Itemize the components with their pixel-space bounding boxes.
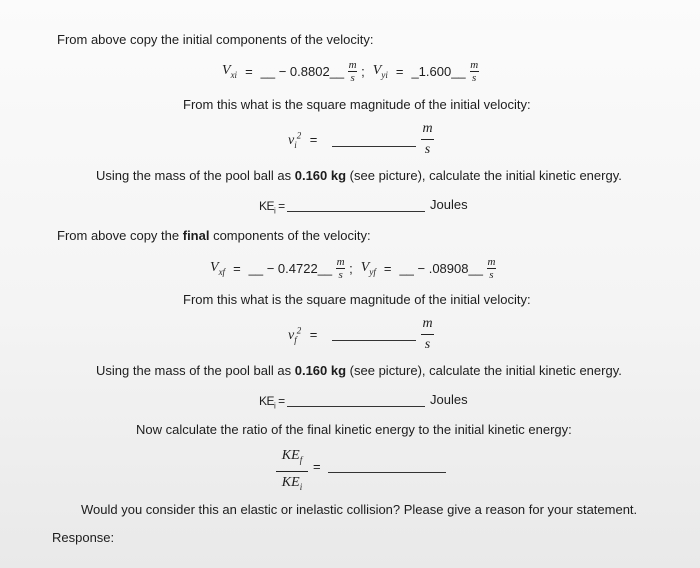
vxi-label: $V_{xi}$: [222, 63, 238, 80]
ke-initial-label: $KE_i$ =: [259, 199, 285, 216]
response-label[interactable]: Response:: [52, 530, 115, 545]
final-speed-squared-prompt: From this what is the square magnitude of the initial velocity:: [183, 292, 531, 307]
ke-initial-answer-line[interactable]: [287, 211, 425, 212]
vi-squared-unit: m s: [422, 121, 433, 157]
vxf-value-field[interactable]: __ − 0.4722__: [248, 261, 333, 276]
vi-squared-answer-line[interactable]: [332, 146, 416, 147]
ke-second-label: $KE_i$ =: [259, 394, 285, 411]
vf-squared-unit: m s: [422, 316, 433, 352]
initial-components-heading: From above copy the initial components of the velocity:: [57, 32, 374, 47]
ke-ratio-answer-line[interactable]: [328, 472, 446, 473]
initial-ke-prompt: Using the mass of the pool ball as 0.160 kg (see picture), calculate the initial kinetic energy.: [96, 168, 622, 183]
vf-squared-label: $v_f^2$ =: [288, 325, 318, 345]
vyi-unit: $\frac{m}{s}$: [470, 59, 479, 84]
vxi-value-field[interactable]: __ − 0.8802__: [260, 64, 345, 79]
vyi-label: $V_{yi}$: [372, 63, 388, 80]
vxi-unit: $\frac{m}{s}$: [348, 59, 357, 84]
second-ke-prompt: Using the mass of the pool ball as 0.160 kg (see picture), calculate the initial kinetic energy.: [96, 363, 622, 378]
vi-squared-label: $v_i^2$ =: [288, 130, 318, 150]
final-components-heading: From above copy the final components of the velocity:: [57, 228, 371, 243]
ke-ratio-prompt: Now calculate the ratio of the final kinetic energy to the initial kinetic energy:: [136, 422, 572, 437]
ke-initial-unit: Joules: [430, 197, 468, 212]
vyi-value-field[interactable]: _1.600__: [411, 64, 466, 79]
ke-second-unit: Joules: [430, 392, 468, 407]
ke-ratio-fraction: $KE_f$ $KE_i$: [276, 447, 308, 496]
vyf-unit: $\frac{m}{s}$: [487, 256, 496, 281]
final-velocity-components-row: $V_{xf}$ = __ − 0.4722__ $\frac{m}{s}$ ; $V_{yf}$ = __ − .08908__ $\frac{m}{s}$: [210, 256, 496, 281]
ke-second-answer-line[interactable]: [287, 406, 425, 407]
vf-squared-answer-line[interactable]: [332, 340, 416, 341]
collision-type-question: Would you consider this an elastic or inelastic collision? Please give a reason for your statement.: [81, 502, 638, 517]
initial-speed-squared-prompt: From this what is the square magnitude of the initial velocity:: [183, 97, 531, 112]
vyf-value-field[interactable]: __ − .08908__: [399, 261, 483, 276]
worksheet-page: From above copy the initial components of the velocity: $V_{xi}$ = __ − 0.8802__ $\frac{m}{s}$ ; $V_{yi}$ = _1.600__ $\frac{m}{s}$ From this what is the square magnitude of the initial velocity: $v_i^2$ = m s Using the mass of the pool ball as 0.160 kg (see picture), calculate the initial kinetic energy. $KE_i$ = Joules From above copy the final components of the velocity: $V_{xf}$ = __ − 0.4722__ $\frac{m}{s}$ ; $V_{yf}$ = __ − .08908__ $\frac{m}{s}$ From this what is the square magnitude of the initial velocity: $v_f^2$ = m s Using the mass of the pool ball as 0.160 kg (see picture), calculate the initial kinetic energy. $KE_i$ = Joules Now calculate the ratio of the final kinetic energy to the initial kinetic energy: $KE_f$ $KE_i$ = Would you consider this an elastic or inelastic collision? Please give a reason for your statement. Response:: [0, 0, 700, 568]
vxf-label: $V_{xf}$: [210, 260, 226, 277]
initial-velocity-components-row: $V_{xi}$ = __ − 0.8802__ $\frac{m}{s}$ ; $V_{yi}$ = _1.600__ $\frac{m}{s}$: [222, 59, 479, 84]
vxf-unit: $\frac{m}{s}$: [336, 256, 345, 281]
vyf-label: $V_{yf}$: [360, 260, 376, 277]
